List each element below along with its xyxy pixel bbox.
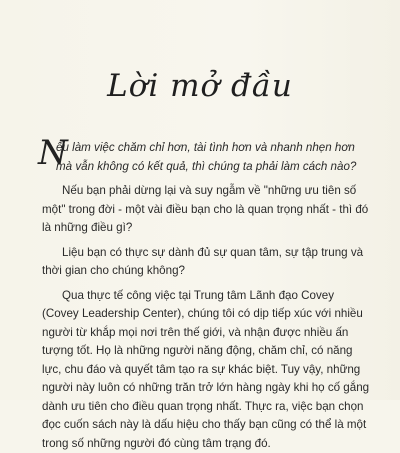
body-paragraph-1: Nếu bạn phải dừng lại và suy ngẫm về "những ưu tiên số một" trong đời - một vài điều bạn cho là quan trọng nhất - thì đó là những điều gì? — [42, 182, 372, 238]
page-title: Lời mở đầu — [0, 68, 400, 104]
intro-paragraph — [42, 139, 372, 176]
page-content — [42, 139, 372, 453]
intro-text: ếu làm việc chăm chỉ hơn, tài tình hơn và nhanh nhẹn hơn mà vẫn không có kết quả, thì chúng ta phải làm cách nào? — [56, 139, 372, 176]
body-paragraph-3: Qua thực tế công việc tại Trung tâm Lãnh đạo Covey (Covey Leadership Center), chúng tôi có dịp tiếp xúc với nhiều người từ khắp mọi nơi trên thế giới, và nhận được nhiều ấn tượng tốt. Họ là những người năng động, chăm chỉ, có năng lực, chu đáo và quyết tâm tạo ra sự khác biệt. Tuy vậy, những người này luôn có những trăn trở lớn hàng ngày khi họ cố gắng dành ưu tiên cho điều quan trọng nhất. Thực ra, việc bạn chọn đọc cuốn sách này là dấu hiệu cho thấy bạn cũng có thể là một trong số những người đó cùng tâm trạng đó. — [42, 287, 372, 453]
drop-cap-letter: N — [38, 136, 68, 170]
body-paragraph-2: Liệu bạn có thực sự dành đủ sự quan tâm, sự tập trung và thời gian cho chúng không? — [42, 244, 372, 281]
